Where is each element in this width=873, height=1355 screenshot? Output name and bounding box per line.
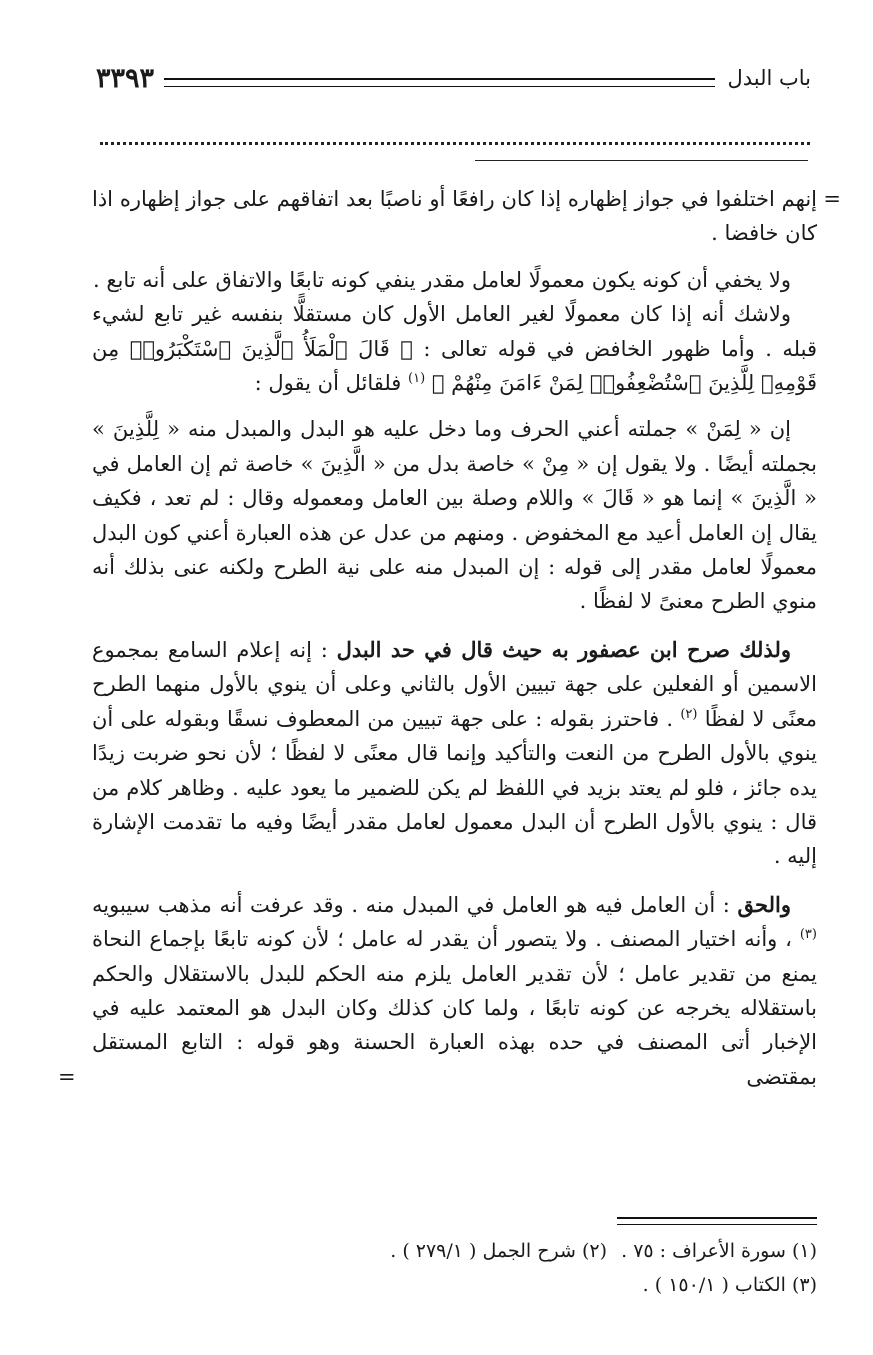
footnote-ref: (٢): [680, 706, 698, 722]
footnote: (٣) الكتاب ( ١٥٠/١ ) .: [642, 1274, 817, 1296]
footnote-ref: (٣): [799, 927, 817, 943]
main-text: [58, 182, 841, 1094]
bold-lead: والحق: [737, 891, 791, 917]
footnote-ref: (١): [408, 371, 426, 387]
footnotes: [92, 1234, 817, 1302]
page-number: ٣٣٩٣: [96, 62, 155, 94]
paragraph-text: فلقائل أن يقول :: [254, 371, 402, 396]
paragraph-continued: [92, 182, 841, 251]
paragraph: [92, 412, 817, 618]
paragraph: [92, 633, 817, 874]
chapter-title: باب البدل: [727, 66, 811, 90]
continuation-mark: =: [823, 187, 841, 211]
paragraph-text: ولا يخفي أن كونه يكون معمولًا لعامل مقدر ينفي كونه تابعًا والاتفاق على أنه تابع .: [92, 267, 791, 292]
footnote-row: [92, 1234, 817, 1268]
paragraph-text: ، وأنه اختيار المصنف . ولا يتصور أن يقدر له عامل ؛ لأن كونه تابعًا بإجماع النحاة يمنع من تقدير عامل ؛ لأن تقدير العامل يلزم منه الحكم للبدل بالاستقلال والحكم باستقلاله يخرجه عن كونه تابعًا ، ولما كان كذلك وكان البدل هو المعتمد عليه في الإخبار أتى المصنف في حده بهذه العبارة الحسنة وهو قوله : التابع المستقل بمقتضى: [92, 927, 817, 1089]
paragraph: [92, 297, 817, 400]
footnote: (٢) شرح الجمل ( ٢٧٩/١ ) .: [390, 1240, 607, 1262]
paragraph: [92, 263, 817, 297]
dotted-separator: [100, 138, 810, 170]
footnote-row: [92, 1268, 817, 1302]
paragraph-text: . فاحترز بقوله : على جهة تبيين من المعطوف نسقًا وبقوله على أن ينوي بالأول الطرح من النعت والتأكيد وإنما قال معنًى لا لفظًا ؛ لأن نحو ضربت زيدًا يده جائز ، فلو لم يعتد بزيد في اللفظ لم يكن للضمير ما يعود عليه . وظاهر كلام من قال : ينوي بالأول الطرح أن البدل معمول لعامل مقدر أيضًا وفيه ما تقدمت الإشارة إليه .: [92, 706, 817, 869]
header-rule: [164, 78, 715, 87]
paragraph: [58, 888, 817, 1094]
bold-lead: ولذلك صرح ابن عصفور به حيث قال في حد البدل: [336, 636, 791, 662]
paragraph-text: : أن العامل فيه هو العامل في المبدل منه . وقد عرفت أنه مذهب سيبويه: [92, 892, 730, 917]
dotted-line: [100, 142, 810, 151]
separator-underline: [475, 160, 808, 161]
paragraph-text: : إنه إعلام السامع بمجموع الاسمين أو الفعلين على جهة تبيين الأول بالثاني وعلى أن ينوي بالأول منهما الطرح معنًى لا لفظًا: [92, 637, 817, 731]
paragraph-text: ولاشك أنه إذا كان معمولًا لغير العامل الأول كان مستقلًّا بنفسه غير تابع لشيء قبله . وأما ظهور الخافض في قوله تعالى : ﴿ قَالَ ٱلْمَلَأُ ٱلَّذِينَ ٱسْتَكْبَرُوا۟ مِن قَوْمِهِۦ لِلَّذِينَ ٱسْتُضْعِفُوا۟ لِمَنْ ءَامَنَ مِنْهُمْ ﴾: [92, 302, 817, 396]
footnote-rule: [617, 1217, 817, 1225]
page-header: [96, 58, 811, 98]
paragraph-text: إنهم اختلفوا في جواز إظهاره إذا كان رافعًا أو ناصبًا بعد اتفاقهم على جواز إظهاره اذا كان خافضا .: [92, 187, 817, 246]
paragraph-text: إن « لِمَنْ » جملته أعني الحرف وما دخل عليه هو البدل والمبدل منه « لِلَّذِينَ » بجملته أيضًا . ولا يقول إن « مِنْ » خاصة بدل من « الَّذِينَ » خاصة ثم إن العامل في « الَّذِينَ » إنما هو « قَالَ » واللام وصلة بين العامل ومعموله وقال : لم تعد ، فكيف يقال إن العامل أعيد مع المخفوض . ومنهم من عدل عن هذه العبارة أعني كون البدل معمولًا لعامل مقدر إلى قوله : إن المبدل منه على نية الطرح ولكنه عنى بذلك أنه منوي الطرح معنىً لا لفظًا .: [92, 417, 817, 614]
footnote: (١) سورة الأعراف : ٧٥ .: [621, 1240, 817, 1262]
continuation-mark: =: [58, 1064, 76, 1089]
